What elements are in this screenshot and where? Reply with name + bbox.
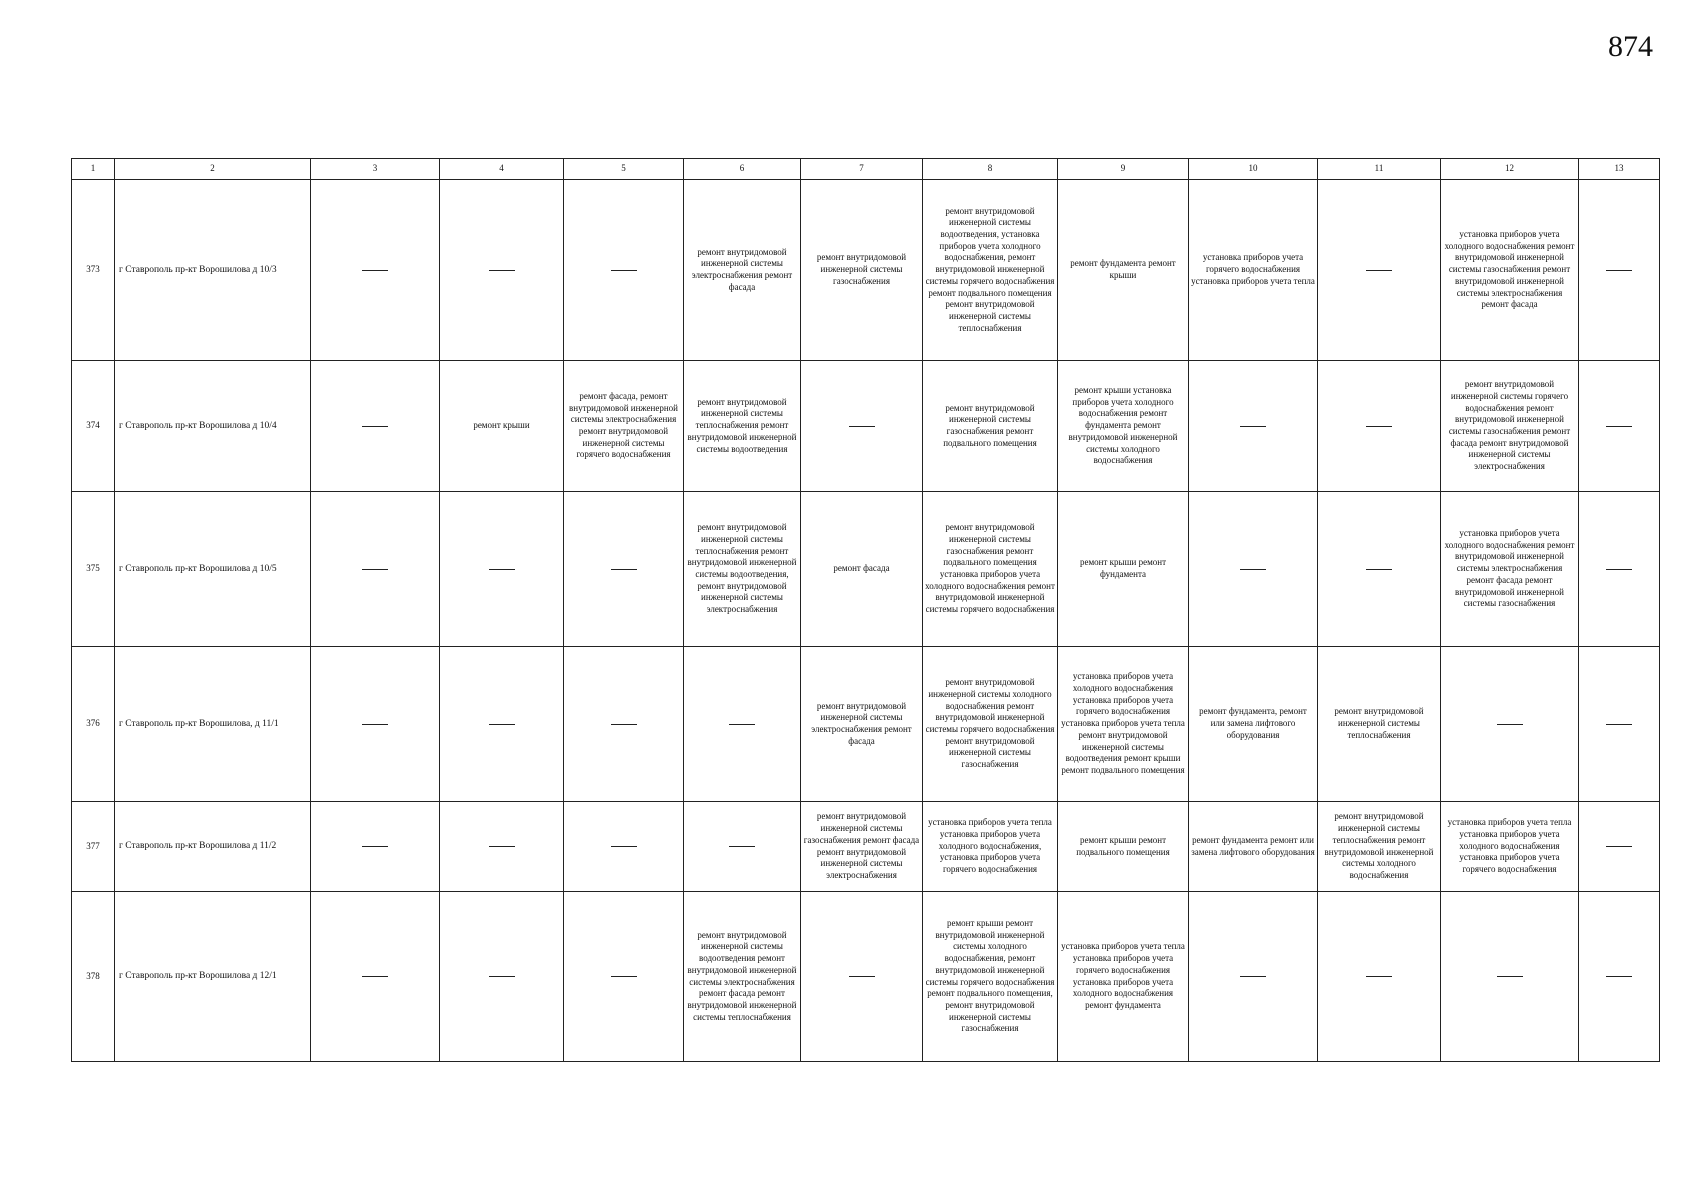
works-cell: ремонт внутридомовой инженерной системы водоотведения, установка приборов учета холодного водоснабжения, ремонт внутридомовой инженерной системы горячего водоснабжения ремонт подвального помещения ремонт внутридомовой инженерной системы теплоснабжения bbox=[923, 180, 1058, 361]
dash-mark bbox=[611, 724, 637, 725]
works-cell: ремонт внутридомовой инженерной системы теплоснабжения ремонт внутридомовой инженерной системы водоотведения, ремонт внутридомовой инженерной системы электроснабжения bbox=[684, 492, 801, 647]
dash-mark bbox=[849, 426, 875, 427]
dash-mark bbox=[611, 569, 637, 570]
empty-cell bbox=[564, 180, 684, 361]
table-row bbox=[72, 647, 1660, 802]
works-cell: установка приборов учета тепла установка приборов учета холодного водоснабжения установка приборов учета горячего водоснабжения bbox=[1441, 802, 1579, 892]
dash-mark bbox=[1497, 976, 1523, 977]
empty-cell bbox=[1318, 180, 1441, 361]
empty-cell bbox=[1318, 492, 1441, 647]
empty-cell bbox=[440, 492, 564, 647]
table-row bbox=[72, 180, 1660, 361]
dash-mark bbox=[1606, 426, 1632, 427]
column-header: 4 bbox=[440, 159, 564, 180]
empty-cell bbox=[311, 802, 440, 892]
table-row bbox=[72, 492, 1660, 647]
dash-mark bbox=[1606, 846, 1632, 847]
dash-mark bbox=[362, 569, 388, 570]
works-cell: ремонт фасада bbox=[801, 492, 923, 647]
works-cell: установка приборов учета холодного водоснабжения ремонт внутридомовой инженерной системы газоснабжения ремонт внутридомовой инженерной системы электроснабжения ремонт фасада bbox=[1441, 180, 1579, 361]
works-cell: ремонт внутридомовой инженерной системы теплоснабжения ремонт внутридомовой инженерной системы холодного водоснабжения bbox=[1318, 802, 1441, 892]
empty-cell bbox=[440, 647, 564, 802]
column-header: 8 bbox=[923, 159, 1058, 180]
dash-mark bbox=[1240, 569, 1266, 570]
dash-mark bbox=[489, 976, 515, 977]
works-cell: ремонт фундамента, ремонт или замена лифтового оборудования bbox=[1189, 647, 1318, 802]
column-header: 5 bbox=[564, 159, 684, 180]
works-cell: ремонт внутридомовой инженерной системы теплоснабжения bbox=[1318, 647, 1441, 802]
dash-mark bbox=[611, 976, 637, 977]
dash-mark bbox=[1366, 976, 1392, 977]
empty-cell bbox=[1579, 180, 1660, 361]
dash-mark bbox=[362, 846, 388, 847]
empty-cell bbox=[1189, 492, 1318, 647]
address-cell: г Ставрополь пр-кт Ворошилова, д 11/1 bbox=[115, 647, 311, 802]
dash-mark bbox=[489, 270, 515, 271]
empty-cell bbox=[564, 802, 684, 892]
dash-mark bbox=[489, 846, 515, 847]
dash-mark bbox=[1606, 976, 1632, 977]
row-number: 374 bbox=[72, 361, 115, 492]
column-header: 13 bbox=[1579, 159, 1660, 180]
works-cell: ремонт внутридомовой инженерной системы электроснабжения ремонт фасада bbox=[684, 180, 801, 361]
dash-mark bbox=[1497, 724, 1523, 725]
empty-cell bbox=[564, 492, 684, 647]
empty-cell bbox=[1579, 361, 1660, 492]
works-cell: ремонт внутридомовой инженерной системы газоснабжения bbox=[801, 180, 923, 361]
empty-cell bbox=[311, 361, 440, 492]
works-cell: установка приборов учета тепла установка приборов учета холодного водоснабжения, установка приборов учета горячего водоснабжения bbox=[923, 802, 1058, 892]
empty-cell bbox=[1441, 647, 1579, 802]
empty-cell bbox=[564, 647, 684, 802]
works-cell: установка приборов учета холодного водоснабжения установка приборов учета горячего водоснабжения установка приборов учета тепла ремонт внутридомовой инженерной системы водоотведения ремонт крыши ремонт подвального помещения bbox=[1058, 647, 1189, 802]
empty-cell bbox=[440, 180, 564, 361]
dash-mark bbox=[489, 724, 515, 725]
dash-mark bbox=[1606, 569, 1632, 570]
works-cell: ремонт внутридомовой инженерной системы газоснабжения ремонт фасада ремонт внутридомовой инженерной системы электроснабжения bbox=[801, 802, 923, 892]
works-cell: ремонт фундамента ремонт крыши bbox=[1058, 180, 1189, 361]
empty-cell bbox=[1189, 892, 1318, 1062]
row-number: 377 bbox=[72, 802, 115, 892]
empty-cell bbox=[440, 892, 564, 1062]
address-cell: г Ставрополь пр-кт Ворошилова д 10/5 bbox=[115, 492, 311, 647]
empty-cell bbox=[1579, 802, 1660, 892]
address-cell: г Ставрополь пр-кт Ворошилова д 10/4 bbox=[115, 361, 311, 492]
row-number: 376 bbox=[72, 647, 115, 802]
works-cell: ремонт внутридомовой инженерной системы газоснабжения ремонт подвального помещения установка приборов учета холодного водоснабжения ремонт внутридомовой инженерной системы горячего водоснабжения bbox=[923, 492, 1058, 647]
dash-mark bbox=[362, 724, 388, 725]
works-cell: ремонт внутридомовой инженерной системы электроснабжения ремонт фасада bbox=[801, 647, 923, 802]
column-header: 1 bbox=[72, 159, 115, 180]
empty-cell bbox=[1318, 361, 1441, 492]
empty-cell bbox=[440, 802, 564, 892]
works-cell: ремонт внутридомовой инженерной системы газоснабжения ремонт подвального помещения bbox=[923, 361, 1058, 492]
empty-cell bbox=[684, 802, 801, 892]
column-header: 11 bbox=[1318, 159, 1441, 180]
address-cell: г Ставрополь пр-кт Ворошилова д 10/3 bbox=[115, 180, 311, 361]
empty-cell bbox=[801, 361, 923, 492]
dash-mark bbox=[1366, 270, 1392, 271]
row-number: 378 bbox=[72, 892, 115, 1062]
works-cell: ремонт фасада, ремонт внутридомовой инженерной системы электроснабжения ремонт внутридомовой инженерной системы горячего водоснабжения bbox=[564, 361, 684, 492]
works-cell: ремонт внутридомовой инженерной системы теплоснабжения ремонт внутридомовой инженерной системы водоотведения bbox=[684, 361, 801, 492]
dash-mark bbox=[849, 976, 875, 977]
works-cell: установка приборов учета горячего водоснабжения установка приборов учета тепла bbox=[1189, 180, 1318, 361]
dash-mark bbox=[1606, 270, 1632, 271]
empty-cell bbox=[1318, 892, 1441, 1062]
dash-mark bbox=[729, 724, 755, 725]
column-header: 6 bbox=[684, 159, 801, 180]
works-cell: ремонт внутридомовой инженерной системы горячего водоснабжения ремонт внутридомовой инженерной системы газоснабжения ремонт фасада ремонт внутридомовой инженерной системы электроснабжения bbox=[1441, 361, 1579, 492]
empty-cell bbox=[801, 892, 923, 1062]
column-header: 2 bbox=[115, 159, 311, 180]
page-number: 874 bbox=[1608, 30, 1653, 63]
dash-mark bbox=[1240, 976, 1266, 977]
column-header: 10 bbox=[1189, 159, 1318, 180]
empty-cell bbox=[311, 647, 440, 802]
empty-cell bbox=[1579, 647, 1660, 802]
dash-mark bbox=[1606, 724, 1632, 725]
works-cell: ремонт крыши ремонт внутридомовой инженерной системы холодного водоснабжения, ремонт внутридомовой инженерной системы горячего водоснабжения ремонт подвального помещения, ремонт внутридомовой инженерной системы газоснабжения bbox=[923, 892, 1058, 1062]
empty-cell bbox=[564, 892, 684, 1062]
works-cell: установка приборов учета тепла установка приборов учета горячего водоснабжения установка приборов учета холодного водоснабжения ремонт фундамента bbox=[1058, 892, 1189, 1062]
dash-mark bbox=[362, 976, 388, 977]
header-row bbox=[72, 159, 1660, 180]
empty-cell bbox=[1189, 361, 1318, 492]
capital-repair-table bbox=[71, 158, 1660, 1062]
dash-mark bbox=[1366, 569, 1392, 570]
address-cell: г Ставрополь пр-кт Ворошилова д 11/2 bbox=[115, 802, 311, 892]
table-body bbox=[72, 159, 1660, 1062]
column-header: 12 bbox=[1441, 159, 1579, 180]
dash-mark bbox=[362, 270, 388, 271]
column-header: 7 bbox=[801, 159, 923, 180]
column-header: 3 bbox=[311, 159, 440, 180]
works-cell: ремонт крыши ремонт подвального помещения bbox=[1058, 802, 1189, 892]
column-header: 9 bbox=[1058, 159, 1189, 180]
dash-mark bbox=[1240, 426, 1266, 427]
empty-cell bbox=[311, 492, 440, 647]
address-cell: г Ставрополь пр-кт Ворошилова д 12/1 bbox=[115, 892, 311, 1062]
table-row bbox=[72, 892, 1660, 1062]
row-number: 373 bbox=[72, 180, 115, 361]
works-cell: установка приборов учета холодного водоснабжения ремонт внутридомовой инженерной системы электроснабжения ремонт фасада ремонт внутридомовой инженерной системы газоснабжения bbox=[1441, 492, 1579, 647]
dash-mark bbox=[489, 569, 515, 570]
works-cell: ремонт крыши ремонт фундамента bbox=[1058, 492, 1189, 647]
works-cell: ремонт крыши bbox=[440, 361, 564, 492]
dash-mark bbox=[729, 846, 755, 847]
empty-cell bbox=[1579, 892, 1660, 1062]
empty-cell bbox=[684, 647, 801, 802]
empty-cell bbox=[311, 892, 440, 1062]
empty-cell bbox=[1579, 492, 1660, 647]
table-row bbox=[72, 802, 1660, 892]
row-number: 375 bbox=[72, 492, 115, 647]
empty-cell bbox=[1441, 892, 1579, 1062]
dash-mark bbox=[1366, 426, 1392, 427]
works-cell: ремонт фундамента ремонт или замена лифтового оборудования bbox=[1189, 802, 1318, 892]
table-row bbox=[72, 361, 1660, 492]
dash-mark bbox=[362, 426, 388, 427]
works-cell: ремонт внутридомовой инженерной системы водоотведения ремонт внутридомовой инженерной системы электроснабжения ремонт фасада ремонт внутридомовой инженерной системы теплоснабжения bbox=[684, 892, 801, 1062]
dash-mark bbox=[611, 846, 637, 847]
works-cell: ремонт крыши установка приборов учета холодного водоснабжения ремонт фундамента ремонт внутридомовой инженерной системы холодного водоснабжения bbox=[1058, 361, 1189, 492]
works-cell: ремонт внутридомовой инженерной системы холодного водоснабжения ремонт внутридомовой инженерной системы горячего водоснабжения ремонт внутридомовой инженерной системы газоснабжения bbox=[923, 647, 1058, 802]
empty-cell bbox=[311, 180, 440, 361]
dash-mark bbox=[611, 270, 637, 271]
